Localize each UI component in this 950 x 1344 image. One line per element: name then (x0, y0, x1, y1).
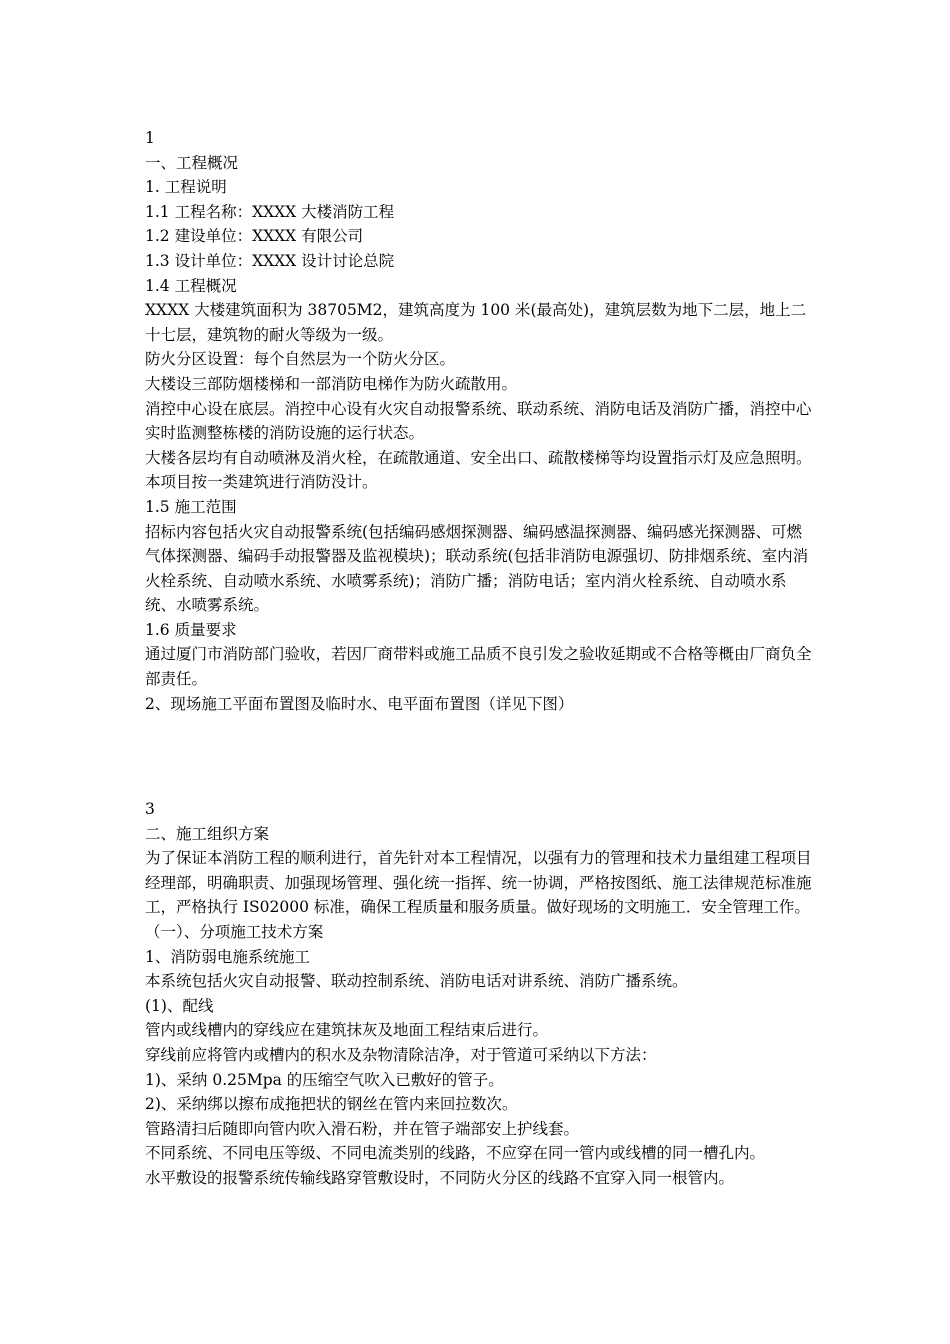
heading-project-overview: 一、工程概况 (145, 153, 239, 172)
construction-unit-line: 1.2 建设单位：XXXX 有限公司 (145, 227, 364, 246)
heading-wiring: (1)、配线 (145, 996, 214, 1015)
project-name-line: 1.1 工程名称：XXXX 大楼消防工程 (145, 202, 395, 221)
page-number: 1 (145, 129, 155, 147)
paragraph-fire-zone: 防火分区设置：每个自然层为一个防火分区。 (145, 350, 456, 369)
paragraph-stairs: 大楼设三部防烟楼梯和一部消防电梯作为防火疏散用。 (145, 374, 518, 393)
paragraph-talc-powder: 管路清扫后随即向管内吹入滑石粉，并在管子端部安上护线套。 (145, 1119, 580, 1138)
paragraph-acceptance: 通过厦门市消防部门验收，若因厂商带料或施工品质不良引发之验收延期或不合格等概由厂商负全部责任。 (145, 645, 812, 689)
heading-technical-plan: （一）、分项施工技术方案 (145, 922, 324, 941)
paragraph-wiring-timing: 管内或线槽内的穿线应在建筑抹灰及地面工程结束后进行。 (145, 1021, 549, 1040)
heading-overview-detail: 1.4 工程概况 (145, 276, 237, 295)
heading-weak-current-system: 1、消防弱电施系统施工 (145, 947, 310, 966)
paragraph-building-area: XXXX 大楼建筑面积为 38705M2，建筑高度为 100 米(最高处)，建筑层数为地下二层，地上二十七层，建筑物的耐火等级为一级。 (145, 301, 807, 344)
heading-project-description: 1. 工程说明 (145, 178, 227, 197)
list-item-steel-wire: 2)、采纳绑以擦布成拖把状的钢丝在管内来回拉数次。 (145, 1095, 518, 1114)
paragraph-tender-content: 招标内容包括火灾自动报警系统(包括编码感烟探测器、编码感温探测器、编码感光探测器、可燃气体探测器、编码手动报警器及监视模块)；联动系统(包括非消防电源强切、防排烟系统、室内消火栓系统、自动喷水系统、水喷雾系统)；消防广播；消防电话；室内消火栓系统、自动喷水系统、水喷雾系统。 (145, 522, 809, 615)
paragraph-building-class: 本项目按一类建筑进行消防没计。 (145, 473, 378, 492)
design-unit-line: 1.3 设计单位：XXXX 设计讨论总院 (145, 251, 395, 270)
document-section-1 (145, 126, 813, 716)
heading-quality-requirements: 1.6 质量要求 (145, 620, 237, 639)
paragraph-system-scope: 本系统包括火灾自动报警、联动控制系统、消防电话对讲系统、消防广播系统。 (145, 972, 688, 991)
paragraph-control-center: 消控中心设在底层。消控中心设有火灾自动报警系统、联动系统、消防电话及消防广播，消控中心实时监测整栋楼的消防设施的运行状态。 (145, 399, 812, 443)
heading-construction-scope: 1.5 施工范围 (145, 497, 237, 516)
paragraph-fire-zone-wiring: 水平敷设的报警系统传输线路穿管敷设时，不同防火分区的线路不宜穿入同一根管内。 (145, 1168, 735, 1187)
paragraph-separate-systems: 不同系统、不同电压等级、不同电流类别的线路，不应穿在同一管内或线槽的同一槽孔内。 (145, 1144, 766, 1163)
heading-site-layout: 2、现场施工平面布置图及临时水、电平面布置图（详见下图） (145, 694, 574, 713)
document-section-2 (145, 797, 813, 1191)
page-number: 3 (145, 800, 155, 818)
list-item-compressed-air: 1)、采纳 0.25Mpa 的压缩空气吹入已敷好的管子。 (145, 1070, 504, 1089)
paragraph-pipe-cleaning: 穿线前应将管内或槽内的积水及杂物清除洁净，对于管道可采纳以下方法： (145, 1045, 657, 1064)
paragraph-organization-intro: 为了保证本消防工程的顺利进行，首先针对本工程情况，以强有力的管理和技术力量组建工程项目经理部，明确职责、加强现场管理、强化统一指挥、统一协调，严格按图纸、施工法律规范标准施工，严格执行 IS02000 标准，确保工程质量和服务质量。做好现场的文明施工．安全管理工作。 (145, 849, 812, 917)
paragraph-sprinklers: 大楼各层均有自动喷淋及消火栓，在疏散通道、安全出口、疏散楼梯等均设置指示灯及应急照明。 (145, 448, 812, 467)
heading-organization-plan: 二、施工组织方案 (145, 824, 270, 843)
